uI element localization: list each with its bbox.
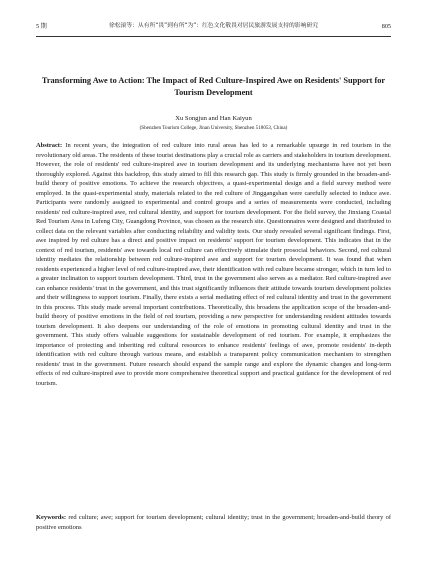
running-head [36, 22, 391, 37]
keywords-text: red culture; awe; support for tourism development; cultural identity; trust in the government; broaden-and-build theory of positive emotions [36, 514, 392, 531]
keywords-label: Keywords: [36, 514, 67, 521]
article-title: Transforming Awe to Action: The Impact of Red Culture-Inspired Awe on Residents' Support for Tourism Development [41, 76, 386, 97]
abstract-label: Abstract: [36, 142, 63, 149]
issue-number: 5 期 [36, 23, 47, 30]
author-names: Xu Songjun and Han Kaiyun [175, 115, 252, 122]
author-affiliation: (Shenzhen Tourism College, Jinan University, Shenzhen 518053, China) [139, 125, 288, 131]
page-number: 805 [381, 23, 391, 30]
keywords-paragraph [36, 513, 391, 532]
abstract-paragraph [36, 141, 391, 388]
running-title: 徐松滚等：从有所“畏”到有所“为”：红色文化敬畏对居民旅游发展支持的影响研究 [108, 23, 319, 29]
abstract-text: In recent years, the integration of red culture into rural areas has led to a remarkable upsurge in red tourism in the revolutionary old areas. The residents of these tourist destinations play a crucial role as carriers and stakeholders in tourism development. However, the role of residents' red culture-inspired awe in tourism development and its underlying mechanisms have not yet been thoroughly explored. Against this backdrop, this study aimed to fill this research gap. This study is firmly grounded in the broaden-and-build theory of positive emotions. To achieve the research objectives, a quasi-experimental design and a field survey method were employed. In the quasi-experimental study, materials related to the red culture of Jinggangshan were carefully selected to induce awe. Participants were randomly assigned to experimental and control groups and a series of measurements were conducted, including residents' red culture-inspired awe, red cultural identity, and support for tourism development. For the field survey, the Jinxiang Coastal Red Tourism Area in Lufeng City, Guangdong Province, was chosen as the research site. Questionnaires were designed and distributed to collect data on the relevant variables after conducting reliability and validity tests. Our study revealed several significant findings. First, awe inspired by red culture has a direct and positive impact on residents' support for tourism development. This indicates that in the context of red tourism, residents' awe towards local red culture can effectively stimulate their prosocial behaviors. Second, red cultural identity mediates the relationship between red culture-inspired awe and support for tourism development. It was found that when residents experienced a higher level of red culture-inspired awe, their identification with red culture became stronger, which in turn led to a greater inclination to support tourism development. Third, trust in the government also serves as a mediator. Red culture-inspired awe can enhance residents' trust in the government, and this trust significantly influences their attitude towards tourism development policies and their willingness to support tourism. Finally, there exists a serial mediating effect of red cultural identity and trust in the government in this process. This study made several important contributions. Theoretically, this broadens the application scope of the broaden-and-build theory of positive emotions in the field of red tourism, providing a new perspective for understanding resident attitudes towards tourism development. It also deepens our understanding of the role of emotions in promoting cultural identity and trust in the government. This study offers valuable suggestions for sustainable development of red tourism. For example, it emphasizes the importance of protecting and inheriting red cultural resources to enhance residents' feelings of awe, promote residents' in-depth identification with red culture through various means, and establish a transparent policy communication mechanism to strengthen residents' trust in the government. Future research should expand the sample range and explore the dynamic changes and long-term effects of red culture-inspired awe to provide more comprehensive theoretical support and practical guidance for the development of red tourism. [36, 142, 391, 387]
